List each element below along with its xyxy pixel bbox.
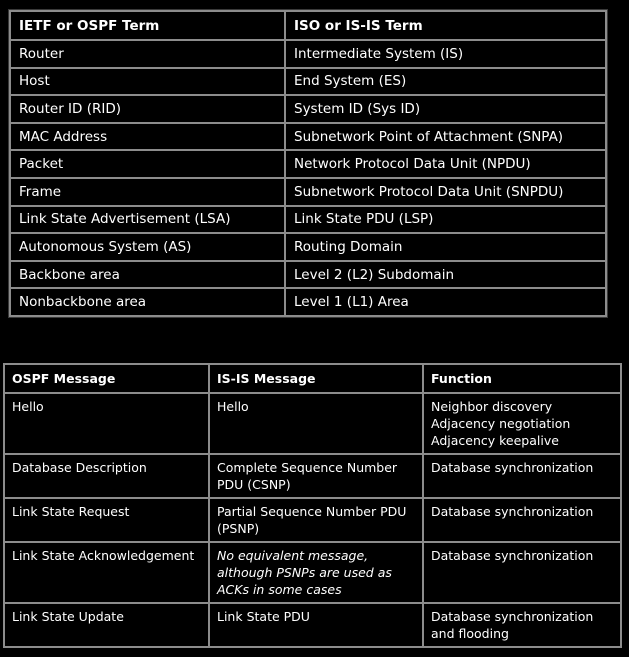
cell-line: Hello	[217, 399, 249, 414]
iso-term-cell: Level 1 (L1) Area	[285, 288, 606, 316]
ospf-message-cell	[4, 454, 209, 498]
table-row	[4, 454, 621, 498]
isis-message-cell	[209, 454, 423, 498]
cell-line: Partial Sequence Number PDU	[217, 504, 407, 519]
cell-line: ACKs in some cases	[217, 582, 342, 597]
cell-line: although PSNPs are used as	[217, 565, 392, 580]
ietf-term-cell: MAC Address	[10, 123, 285, 151]
iso-term-cell: Level 2 (L2) Subdomain	[285, 261, 606, 289]
cell-line: Hello	[12, 399, 44, 414]
table-row	[10, 95, 606, 123]
cell-line: No equivalent message,	[217, 548, 369, 563]
function-cell	[423, 454, 621, 498]
cell-line: Adjacency keepalive	[431, 433, 559, 448]
table-row	[10, 178, 606, 206]
iso-term-cell: Network Protocol Data Unit (NPDU)	[285, 150, 606, 178]
table-row	[4, 498, 621, 542]
cell-line: (PSNP)	[217, 521, 260, 536]
messages-header-isis: IS-IS Message	[209, 364, 423, 393]
function-cell	[423, 498, 621, 542]
ietf-term-cell: Packet	[10, 150, 285, 178]
table-row	[10, 68, 606, 96]
function-cell	[423, 603, 621, 647]
ospf-message-cell	[4, 603, 209, 647]
table-row	[4, 542, 621, 603]
terms-header-iso: ISO or IS-IS Term	[285, 11, 606, 40]
iso-term-cell: Subnetwork Protocol Data Unit (SNPDU)	[285, 178, 606, 206]
terms-header-row	[10, 11, 606, 40]
table-row	[10, 288, 606, 316]
ospf-isis-messages-table	[3, 363, 622, 648]
cell-line: Link State Update	[12, 609, 124, 624]
function-cell	[423, 393, 621, 454]
table-row	[10, 233, 606, 261]
ietf-term-cell: Backbone area	[10, 261, 285, 289]
iso-term-cell: Subnetwork Point of Attachment (SNPA)	[285, 123, 606, 151]
ietf-term-cell: Host	[10, 68, 285, 96]
cell-line: Database synchronization	[431, 460, 594, 475]
messages-header-ospf: OSPF Message	[4, 364, 209, 393]
table-row	[10, 206, 606, 234]
ospf-isis-terms-table	[9, 10, 607, 317]
messages-header-function: Function	[423, 364, 621, 393]
ietf-term-cell: Link State Advertisement (LSA)	[10, 206, 285, 234]
iso-term-cell: Link State PDU (LSP)	[285, 206, 606, 234]
cell-line: Adjacency negotiation	[431, 416, 571, 431]
iso-term-cell: End System (ES)	[285, 68, 606, 96]
ietf-term-cell: Autonomous System (AS)	[10, 233, 285, 261]
cell-line: Database synchronization	[431, 504, 594, 519]
table-row	[4, 603, 621, 647]
cell-line: Neighbor discovery	[431, 399, 553, 414]
ospf-message-cell	[4, 393, 209, 454]
ospf-message-cell	[4, 542, 209, 603]
cell-line: Database synchronization	[431, 609, 594, 624]
cell-line: Link State Request	[12, 504, 130, 519]
ospf-message-cell	[4, 498, 209, 542]
cell-line: and flooding	[431, 626, 509, 641]
table-row	[10, 150, 606, 178]
table-row	[10, 123, 606, 151]
function-cell	[423, 542, 621, 603]
isis-message-cell	[209, 603, 423, 647]
isis-message-cell	[209, 498, 423, 542]
cell-line: Complete Sequence Number	[217, 460, 398, 475]
cell-line: Database Description	[12, 460, 147, 475]
table-row	[10, 40, 606, 68]
ietf-term-cell: Frame	[10, 178, 285, 206]
table-row	[4, 393, 621, 454]
ietf-term-cell: Nonbackbone area	[10, 288, 285, 316]
table-row	[10, 261, 606, 289]
iso-term-cell: System ID (Sys ID)	[285, 95, 606, 123]
iso-term-cell: Routing Domain	[285, 233, 606, 261]
isis-message-cell	[209, 393, 423, 454]
isis-message-cell	[209, 542, 423, 603]
cell-line: Link State Acknowledgement	[12, 548, 195, 563]
iso-term-cell: Intermediate System (IS)	[285, 40, 606, 68]
messages-header-row	[4, 364, 621, 393]
cell-line: PDU (CSNP)	[217, 477, 291, 492]
ietf-term-cell: Router ID (RID)	[10, 95, 285, 123]
cell-line: Link State PDU	[217, 609, 310, 624]
terms-header-ietf: IETF or OSPF Term	[10, 11, 285, 40]
ietf-term-cell: Router	[10, 40, 285, 68]
cell-line: Database synchronization	[431, 548, 594, 563]
